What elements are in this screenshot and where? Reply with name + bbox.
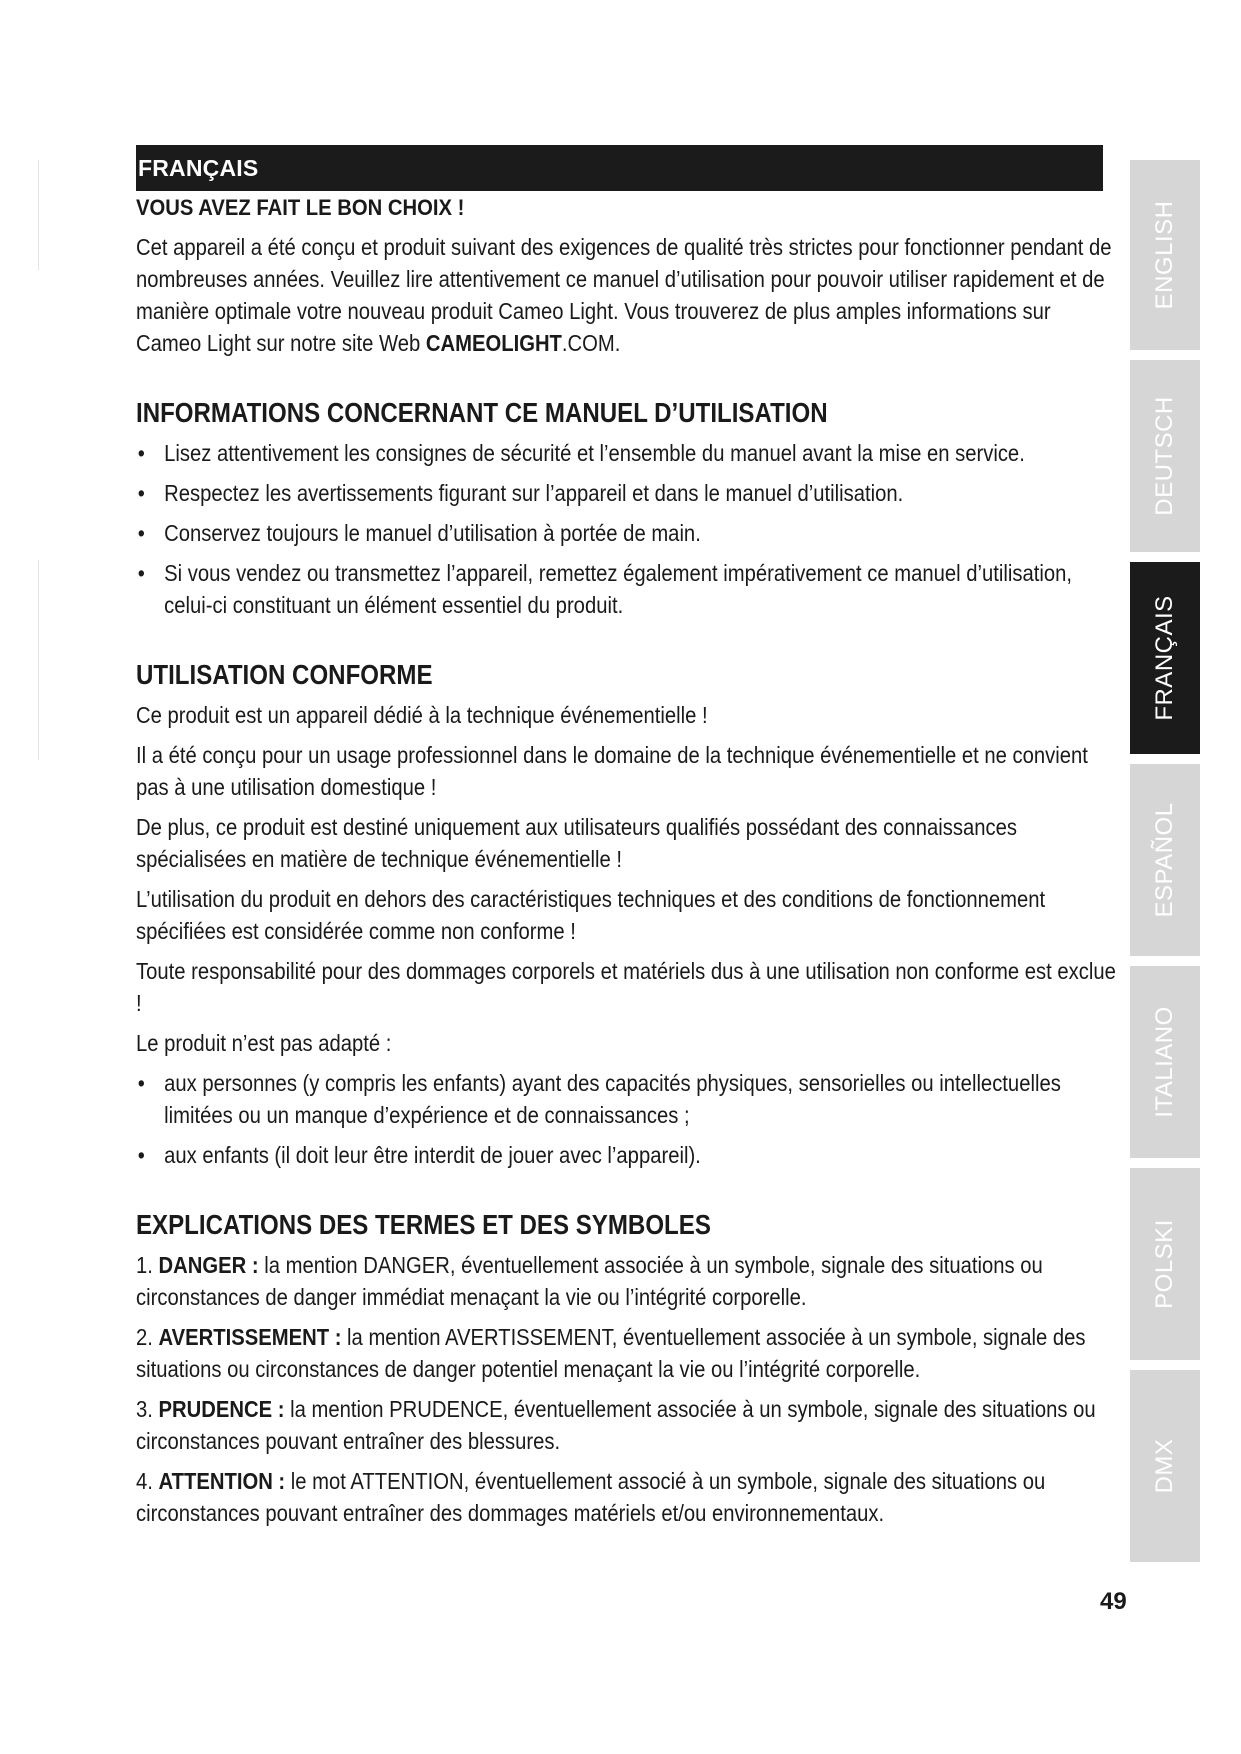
paragraph: Toute responsabilité pour des dommages corporels et matériels dus à une utilisation non conforme est exclue ! (136, 958, 1116, 1016)
paragraph: Il a été conçu pour un usage professionnel dans le domaine de la technique événementielle et ne convient pas à une utilisation domestique ! (136, 742, 1088, 800)
intro-kicker: VOUS AVEZ FAIT LE BON CHOIX ! (136, 195, 465, 220)
tab-label: DMX (1151, 1438, 1178, 1494)
bullet-icon: • (137, 480, 145, 506)
term-item (136, 1393, 1116, 1457)
intro-text: Cet appareil a été conçu et produit suivant des exigences de qualité très strictes pour fonctionner pendant de nombreuses années. Veuillez lire attentivement ce manuel d’utilisation pour pouvoir utiliser rapidement et de manière optimale votre nouveau produit Cameo Light. Vous trouverez de plus amples informations sur Cameo Light sur notre site Web (136, 234, 1112, 356)
manual-info-list (136, 437, 1116, 621)
paragraph: Ce produit est un appareil dédié à la technique événementielle ! (136, 702, 708, 728)
bullet-icon: • (137, 520, 145, 546)
term-item (136, 1321, 1116, 1385)
scan-edge-line (38, 160, 39, 270)
intended-use-section (136, 657, 1116, 1171)
paragraph: L’utilisation du produit en dehors des caractéristiques techniques et des conditions de fonctionnement spécifiées est considérée comme non conforme ! (136, 886, 1046, 944)
list-item (136, 1067, 1104, 1131)
tab-label: DEUTSCH (1151, 396, 1178, 516)
term-number: 1. (136, 1252, 159, 1278)
bullet-icon: • (137, 440, 145, 466)
term-label: DANGER : (158, 1252, 259, 1278)
list-item-text: Si vous vendez ou transmettez l’appareil, remettez également impérativement ce manuel d’utilisation, celui-ci constituant un élément essentiel du produit. (164, 560, 1073, 618)
language-header-bar: FRANÇAIS (136, 145, 1103, 191)
term-item (136, 1249, 1116, 1313)
terms-section (136, 1207, 1116, 1529)
list-item-text: aux personnes (y compris les enfants) ayant des capacités physiques, sensorielles ou intellectuelles limitées ou un manque d’expérience et de connaissances ; (164, 1070, 1061, 1128)
term-text: la mention DANGER, éventuellement associée à un symbole, signale des situations ou circonstances de danger immédiat menaçant la vie ou l’intégrité corporelle. (136, 1252, 1043, 1310)
unsuitable-users-list (136, 1067, 1116, 1171)
tab-espanol[interactable] (1130, 764, 1200, 956)
bullet-icon: • (137, 1070, 145, 1096)
list-item (136, 557, 1104, 621)
tab-polski[interactable] (1130, 1168, 1200, 1360)
section-heading: UTILISATION CONFORME (136, 659, 433, 690)
website-link-bold: CAMEOLIGHT (425, 330, 562, 356)
paragraph: Le produit n’est pas adapté : (136, 1030, 392, 1056)
website-link-rest: .COM. (561, 330, 621, 356)
term-label: AVERTISSEMENT : (158, 1324, 342, 1350)
tab-label: POLSKI (1151, 1219, 1178, 1309)
tab-francais[interactable] (1130, 562, 1200, 754)
term-number: 4. (136, 1468, 159, 1494)
list-item (136, 477, 1104, 509)
tab-label: FRANÇAIS (1151, 595, 1178, 721)
section-heading: INFORMATIONS CONCERNANT CE MANUEL D’UTILISATION (136, 397, 828, 428)
bullet-icon: • (137, 560, 145, 586)
intro-paragraph (136, 231, 1116, 359)
list-item (136, 517, 1104, 549)
manual-info-section (136, 395, 1116, 621)
term-label: PRUDENCE : (158, 1396, 285, 1422)
scan-edge-line (38, 560, 39, 760)
list-item-text: Conservez toujours le manuel d’utilisation à portée de main. (164, 520, 701, 546)
paragraph: De plus, ce produit est destiné uniquement aux utilisateurs qualifiés possédant des connaissances spécialisées en matière de technique événementielle ! (136, 814, 1017, 872)
term-number: 3. (136, 1396, 159, 1422)
tab-label: ENGLISH (1151, 200, 1178, 310)
tab-dmx[interactable] (1130, 1370, 1200, 1562)
term-item (136, 1465, 1116, 1529)
list-item (136, 437, 1104, 469)
bullet-icon: • (137, 1142, 145, 1168)
tab-italiano[interactable] (1130, 966, 1200, 1158)
tab-english[interactable] (1130, 160, 1200, 350)
term-text: la mention AVERTISSEMENT, éventuellement associée à un symbole, signale des situations ou circonstances de danger potentiel menaçant la vie ou l’intégrité corporelle. (136, 1324, 1086, 1382)
page-number: 49 (1100, 1588, 1127, 1615)
list-item-text: aux enfants (il doit leur être interdit de jouer avec l’appareil). (164, 1142, 701, 1168)
list-item (136, 1139, 1104, 1171)
term-label: ATTENTION : (158, 1468, 286, 1494)
list-item-text: Respectez les avertissements figurant sur l’appareil et dans le manuel d’utilisation. (164, 480, 904, 506)
term-number: 2. (136, 1324, 159, 1350)
tab-label: ITALIANO (1151, 1006, 1178, 1118)
list-item-text: Lisez attentivement les consignes de sécurité et l’ensemble du manuel avant la mise en service. (164, 440, 1025, 466)
section-heading: EXPLICATIONS DES TERMES ET DES SYMBOLES (136, 1209, 711, 1240)
tab-deutsch[interactable] (1130, 360, 1200, 552)
term-text: la mention PRUDENCE, éventuellement associée à un symbole, signale des situations ou circonstances pouvant entraîner des blessures. (136, 1396, 1096, 1454)
tab-label: ESPAÑOL (1151, 802, 1178, 918)
term-text: le mot ATTENTION, éventuellement associé à un symbole, signale des situations ou circonstances pouvant entraîner des dommages matériels et/ou environnementaux. (136, 1468, 1046, 1526)
main-content (136, 193, 1116, 1537)
